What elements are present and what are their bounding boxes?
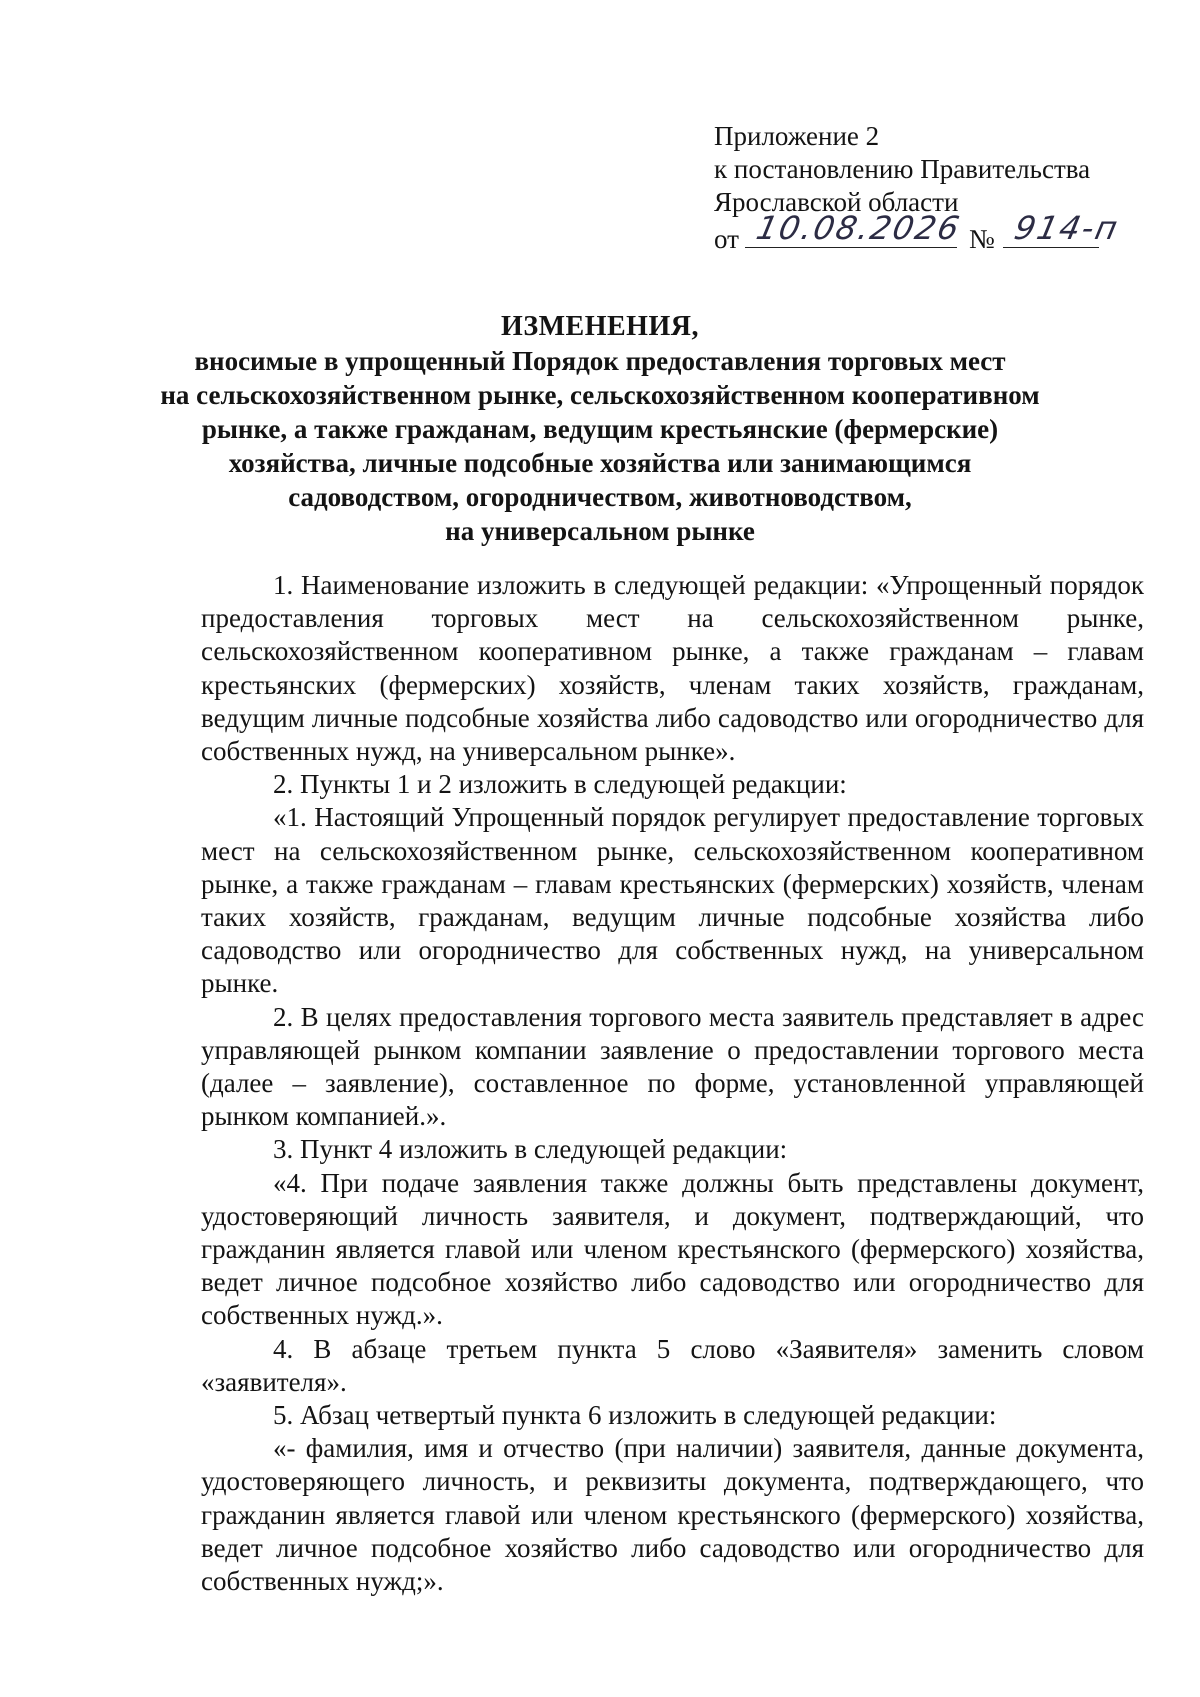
title-line-5: садоводством, огородничеством, животноводством, bbox=[288, 482, 912, 512]
title-line-2: на сельскохозяйственном рынке, сельскохозяйственном кооперативном bbox=[160, 380, 1040, 410]
paragraph-1: 1. Наименование изложить в следующей редакции: «Упрощенный порядок предоставления торговых мест на сельскохозяйственном рынке, сельскохозяйственном кооперативном рынке, а также гражданам – главам крестьянских (фермерских) хозяйств, членам таких хозяйств, гражданам, ведущим личные подсобные хозяйства либо садоводство или огородничество для собственных нужд, на универсальном рынке». bbox=[201, 570, 1144, 767]
appendix-line-2: к постановлению Правительства bbox=[714, 154, 1091, 184]
paragraph-2: 2. Пункты 1 и 2 изложить в следующей редакции: bbox=[273, 769, 847, 800]
title-line-1: вносимые в упрощенный Порядок предоставления торговых мест bbox=[194, 346, 1006, 376]
date-field bbox=[745, 209, 965, 248]
title-heading: ИЗМЕНЕНИЯ, bbox=[501, 311, 699, 342]
paragraph-8: 5. Абзац четвертый пункта 6 изложить в следующей редакции: bbox=[273, 1400, 997, 1431]
appendix-line-1: Приложение 2 bbox=[714, 121, 880, 151]
registration-line bbox=[714, 209, 1154, 256]
title-line-3: рынке, а также гражданам, ведущим крестьянские (фермерские) bbox=[201, 414, 999, 444]
paragraph-9: «- фамилия, имя и отчество (при наличии) заявителя, данные документа, удостоверяющего личность, и реквизиты документа, подтверждающего, что гражданин является главой или членом крестьянского (фермерского) хозяйства, ведет личное подсобное хозяйство либо садоводство или огородничество для собственных нужд;». bbox=[201, 1433, 1144, 1597]
paragraph-7: 4. В абзаце третьем пункта 5 слово «Заявителя» заменить словом «заявителя». bbox=[201, 1333, 1144, 1397]
appendix-block bbox=[714, 120, 1154, 256]
title-line-6: на универсальном рынке bbox=[445, 516, 755, 546]
title-line-4: хозяйства, личные подсобные хозяйства или занимающимся bbox=[228, 448, 972, 478]
paragraph-6: «4. При подаче заявления также должны быть представлены документ, удостоверяющий личность заявителя, и документ, подтверждающий, что гражданин является главой или членом крестьянского (фермерского) хозяйства, ведет личное подсобное хозяйство либо садоводство или огородничество для собственных нужд.». bbox=[201, 1167, 1144, 1331]
appendix-line-3: Ярославской области bbox=[714, 187, 959, 217]
paragraph-4: 2. В целях предоставления торгового места заявитель представляет в адрес управляющей рынком компании заявление о предоставлении торгового места (далее – заявление), составленное по форме, установленной управляющей рынком компанией.». bbox=[201, 1001, 1144, 1132]
number-label: № bbox=[968, 224, 995, 254]
paragraph-5: 3. Пункт 4 изложить в следующей редакции: bbox=[273, 1134, 788, 1165]
handwritten-number: 914-п bbox=[1010, 209, 1123, 247]
handwritten-date: 10.08.2026 bbox=[753, 209, 965, 247]
paragraph-3: «1. Настоящий Упрощенный порядок регулирует предоставление торговых мест на сельскохозяйственном рынке, сельскохозяйственном кооперативном рынке, а также гражданам – главам крестьянских (фермерских) хозяйств, членам таких хозяйств, гражданам, ведущим личные подсобные хозяйства либо садоводство или огородничество для собственных нужд, на универсальном рынке. bbox=[201, 802, 1144, 999]
date-prefix: от bbox=[714, 224, 739, 254]
number-field bbox=[1003, 209, 1123, 248]
document-body bbox=[201, 569, 1144, 1598]
document-title bbox=[150, 310, 1050, 548]
